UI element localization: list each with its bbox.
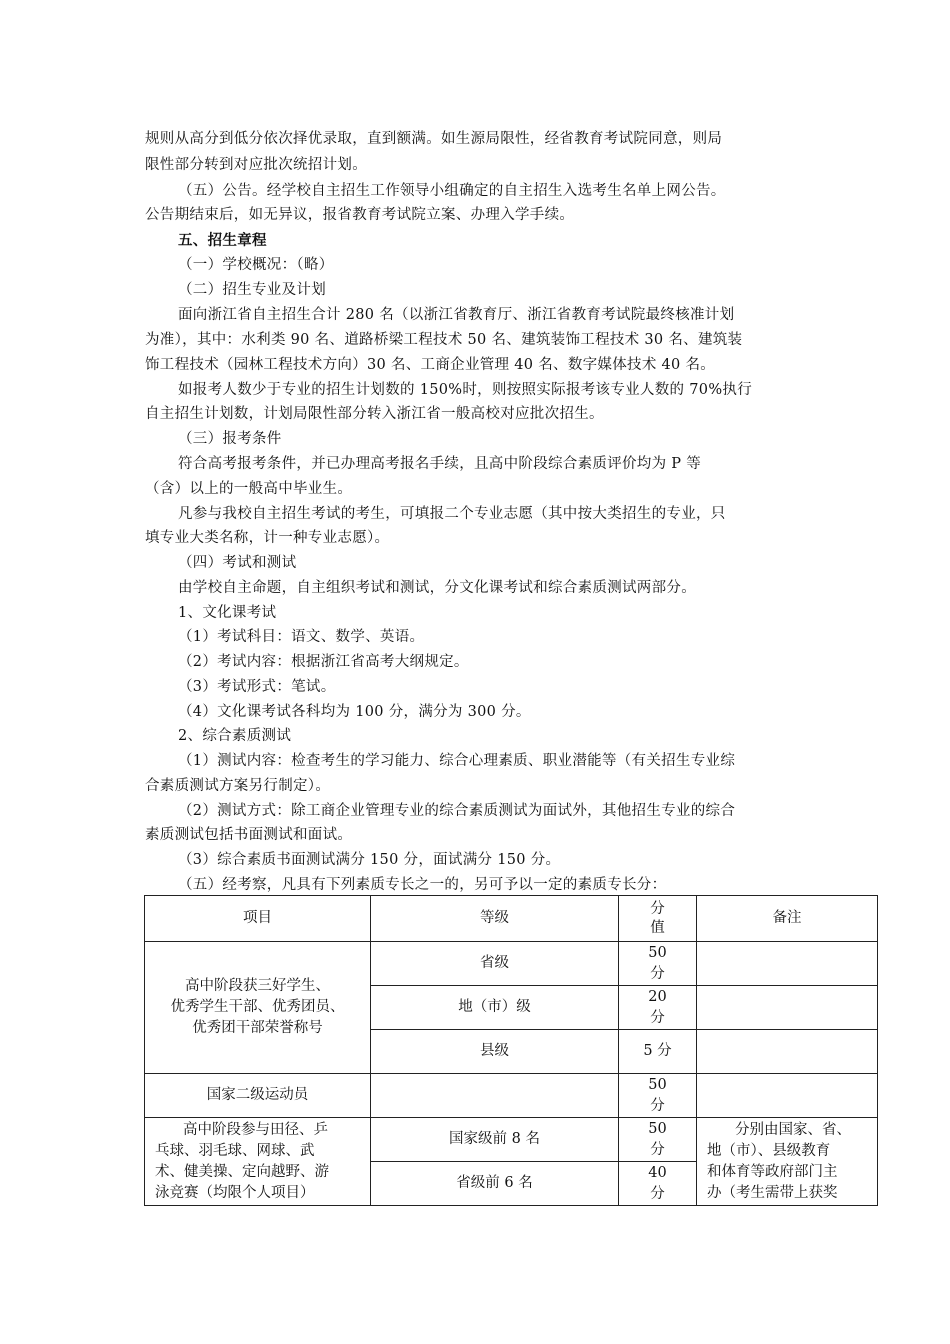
note-line: 办（考生需带上获奖 — [707, 1184, 838, 1201]
item-line: 高中阶段获三好学生、 — [185, 978, 330, 994]
paragraph-line: （1）考试科目：语文、数学、英语。 — [178, 629, 425, 645]
paragraph-line: 填专业大类名称，计一种专业志愿）。 — [145, 530, 390, 546]
item-line: 优秀团干部荣誉称号 — [192, 1020, 323, 1036]
header-note: 备注 — [697, 896, 878, 942]
item-line: 乓球、羽毛球、网球、武 — [155, 1142, 315, 1159]
note-cell — [697, 1118, 878, 1206]
paragraph-line: 符合高考报考条件，并已办理高考报名手续，且高中阶段综合素质评价均为 P 等 — [178, 456, 702, 472]
paragraph-line: 2、综合素质测试 — [178, 728, 292, 744]
paragraph-line: 限性部分转到对应批次统招计划。 — [145, 157, 367, 173]
header-score-text: 分值 — [650, 900, 665, 936]
note-line: 分别由国家、省、 — [735, 1121, 851, 1138]
score-cell — [619, 1118, 697, 1162]
level-cell: 县级 — [371, 1030, 619, 1074]
header-level: 等级 — [371, 896, 619, 942]
item-cell — [145, 1118, 371, 1206]
score-value: 5 分 — [643, 1043, 672, 1059]
note-cell — [697, 1030, 878, 1074]
level-cell: 省级前 6 名 — [371, 1162, 619, 1206]
item-cell — [145, 942, 371, 1074]
score-cell — [619, 942, 697, 986]
score-unit: 分 — [650, 965, 665, 982]
paragraph-line: 1、文化课考试 — [178, 605, 277, 621]
level-cell: 地（市）级 — [371, 986, 619, 1030]
score-cell — [619, 1074, 697, 1118]
paragraph-line: （3）综合素质书面测试满分 150 分，面试满分 150 分。 — [178, 852, 561, 868]
item-line: 术、健美操、定向越野、游 — [155, 1163, 329, 1180]
paragraph-line: 为准），其中：水利类 90 名、道路桥梁工程技术 50 名、建筑装饰工程技术 30 名、建筑装 — [145, 332, 743, 348]
section-heading: 五、招生章程 — [178, 233, 267, 249]
note-cell — [697, 942, 878, 986]
note-line: 和体育等政府部门主 — [707, 1163, 838, 1180]
talent-score-table — [144, 895, 878, 1206]
paragraph-line: （4）文化课考试各科均为 100 分，满分为 300 分。 — [178, 704, 531, 720]
paragraph-line: 素质测试包括书面测试和面试。 — [145, 827, 353, 843]
paragraph-line: 自主招生计划数，计划局限性部分转入浙江省一般高校对应批次招生。 — [145, 406, 604, 422]
table-row — [145, 1074, 878, 1118]
paragraph-line: 凡参与我校自主招生考试的考生，可填报二个专业志愿（其中按大类招生的专业，只 — [178, 506, 726, 522]
paragraph-line: （2）测试方式：除工商企业管理专业的综合素质测试为面试外，其他招生专业的综合 — [178, 803, 736, 819]
score-unit: 分 — [650, 1009, 665, 1026]
header-item: 项目 — [145, 896, 371, 942]
score-cell — [619, 1162, 697, 1206]
note-line: 地（市）、县级教育 — [707, 1142, 831, 1159]
level-cell: 国家级前 8 名 — [371, 1118, 619, 1162]
paragraph-line: 面向浙江省自主招生合计 280 名（以浙江省教育厅、浙江省教育考试院最终核准计划 — [178, 307, 735, 323]
score-unit: 分 — [650, 1097, 665, 1114]
paragraph-line: （五）公告。经学校自主招生工作领导小组确定的自主招生入选考生名单上网公告。 — [178, 183, 726, 199]
header-score — [619, 896, 697, 942]
paragraph-line: 如报考人数少于专业的招生计划数的 150%时，则按照实际报考该专业人数的 70%执行 — [178, 382, 752, 398]
paragraph-line: 公告期结束后，如无异议，报省教育考试院立案、办理入学手续。 — [145, 207, 575, 223]
item-cell: 国家二级运动员 — [145, 1074, 371, 1118]
paragraph-line: （含）以上的一般高中毕业生。 — [145, 481, 353, 497]
item-line: 优秀学生干部、优秀团员、 — [170, 999, 345, 1015]
score-value: 50 — [648, 1076, 667, 1093]
score-cell — [619, 1030, 697, 1074]
paragraph-line: （1）测试内容：检查考生的学习能力、综合心理素质、职业潜能等（有关招生专业综 — [178, 753, 736, 769]
score-value: 40 — [648, 1164, 667, 1181]
level-cell: 省级 — [371, 942, 619, 986]
score-cell — [619, 986, 697, 1030]
item-line: 高中阶段参与田径、乒 — [183, 1121, 328, 1138]
score-value: 50 — [648, 944, 667, 961]
score-value: 50 — [648, 1120, 667, 1137]
paragraph-line: 由学校自主命题，自主组织考试和测试，分文化课考试和综合素质测试两部分。 — [178, 580, 696, 596]
item-line: 泳竞赛（均限个人项目） — [155, 1184, 315, 1201]
paragraph-line: （3）考试形式：笔试。 — [178, 679, 336, 695]
paragraph-line: 饰工程技术（园林工程技术方向）30 名、工商企业管理 40 名、数字媒体技术 40 名。 — [145, 357, 716, 373]
score-unit: 分 — [650, 1185, 665, 1202]
paragraph-line: （五）经考察，凡具有下列素质专长之一的，另可予以一定的素质专长分： — [178, 877, 667, 893]
subsection-heading: （三）报考条件 — [178, 431, 282, 447]
paragraph-line: 合素质测试方案另行制定）。 — [145, 778, 331, 794]
subsection-heading: （二）招生专业及计划 — [178, 282, 326, 298]
table-row — [145, 1118, 878, 1162]
score-unit: 分 — [650, 1141, 665, 1158]
paragraph-line: （2）考试内容：根据浙江省高考大纲规定。 — [178, 654, 469, 670]
score-value: 20 — [648, 988, 667, 1005]
note-cell — [697, 1074, 878, 1118]
level-cell — [371, 1074, 619, 1118]
table-row — [145, 942, 878, 986]
note-cell — [697, 986, 878, 1030]
subsection-heading: （四）考试和测试 — [178, 555, 297, 571]
table-header-row — [145, 896, 878, 942]
paragraph-line: 规则从高分到低分依次择优录取，直到额满。如生源局限性，经省教育考试院同意，则局 — [145, 131, 723, 147]
subsection-heading: （一）学校概况：（略） — [178, 257, 334, 273]
